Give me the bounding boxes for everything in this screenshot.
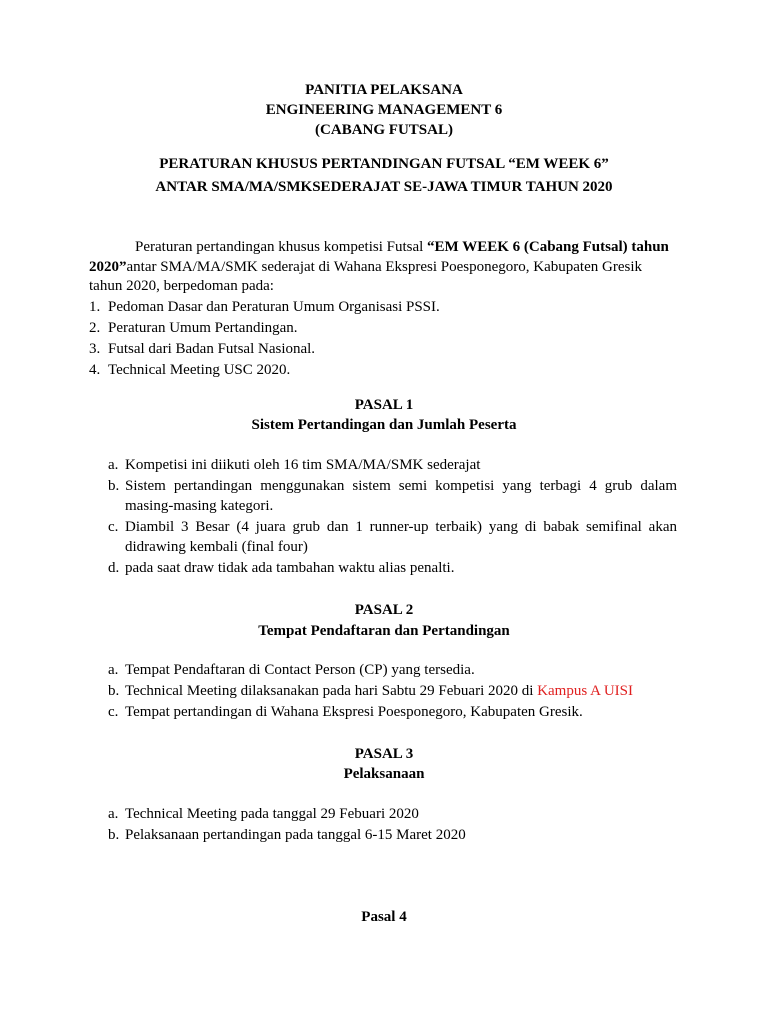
pasal-3-item-a: a. Technical Meeting pada tanggal 29 Febuari 2020 (108, 806, 419, 822)
header-line-3: (CABANG FUTSAL) (315, 122, 453, 138)
pasal-1-item-c-line-1: Diambil 3 Besar (4 juara grub dan 1 runner-up terbaik) yang di babak semifinal akan (125, 519, 677, 535)
list-item: 2. Peraturan Umum Pertandingan. (89, 320, 298, 336)
pasal-1-item-a: a. Kompetisi ini diikuti oleh 16 tim SMA/MA/SMK sederajat (108, 457, 481, 473)
pasal-1-item-b-line-2: masing-masing kategori. (125, 498, 274, 514)
pasal-1-item-c-label: c. (108, 519, 119, 535)
pasal-1-heading: PASAL 1 (354, 397, 414, 413)
list-item: 1. Pedoman Dasar dan Peraturan Umum Organisasi PSSI. (89, 299, 440, 315)
organizer-header (0, 80, 768, 140)
pasal-2-subtitle: Tempat Pendaftaran dan Pertandingan (258, 623, 510, 639)
intro-prefix: Peraturan pertandingan khusus kompetisi Futsal (135, 239, 428, 255)
pasal-1-item-b-line-1: Sistem pertandingan menggunakan sistem semi kompetisi yang terbagi 4 grub dalam (125, 478, 677, 494)
title-line-1: PERATURAN KHUSUS PERTANDINGAN FUTSAL “EM WEEK 6” (159, 156, 609, 172)
pasal-2-item-a: a. Tempat Pendaftaran di Contact Person (CP) yang tersedia. (108, 662, 475, 678)
pasal-1-item-d: d. pada saat draw tidak ada tambahan waktu alias penalti. (108, 560, 455, 576)
pasal-1-item-b-label: b. (108, 478, 120, 494)
pasal-3-heading: PASAL 3 (354, 746, 414, 762)
list-item: 4. Technical Meeting USC 2020. (89, 362, 291, 378)
list-item: 3. Futsal dari Badan Futsal Nasional. (89, 341, 316, 357)
venue-highlight: Kampus A UISI (537, 683, 634, 699)
intro-line-3: tahun 2020, berpedoman pada: (89, 278, 274, 294)
pasal-3-item-b: b. Pelaksanaan pertandingan pada tanggal 6-15 Maret 2020 (108, 827, 466, 843)
pasal-2-item-b: b. Technical Meeting dilaksanakan pada hari Sabtu 29 Febuari 2020 di Kampus A UISI (108, 683, 634, 699)
pasal-1-item-c-line-2: didrawing kembali (final four) (125, 539, 308, 555)
intro-event-year: 2020” (89, 259, 127, 275)
intro-rest: antar SMA/MA/SMK sederajat di Wahana Ekspresi Poesponegoro, Kabupaten Gresik (126, 259, 642, 275)
pasal-1-subtitle: Sistem Pertandingan dan Jumlah Peserta (251, 417, 517, 433)
intro-event-name: “EM WEEK 6 (Cabang Futsal) tahun (427, 239, 669, 255)
regulation-title (0, 153, 768, 199)
pasal-2-item-c: c. Tempat pertandingan di Wahana Ekspresi Poesponegoro, Kabupaten Gresik. (108, 704, 583, 720)
header-line-2: ENGINEERING MANAGEMENT 6 (265, 102, 503, 118)
intro-line-1 (135, 237, 669, 257)
pasal-3-subtitle: Pelaksanaan (343, 766, 425, 782)
header-line-1: PANITIA PELAKSANA (305, 82, 463, 98)
intro-line-2 (89, 257, 642, 277)
pasal-4-heading: Pasal 4 (361, 909, 407, 925)
pasal-2-heading: PASAL 2 (354, 602, 414, 618)
title-line-2: ANTAR SMA/MA/SMKSEDERAJAT SE-JAWA TIMUR TAHUN 2020 (155, 179, 613, 195)
